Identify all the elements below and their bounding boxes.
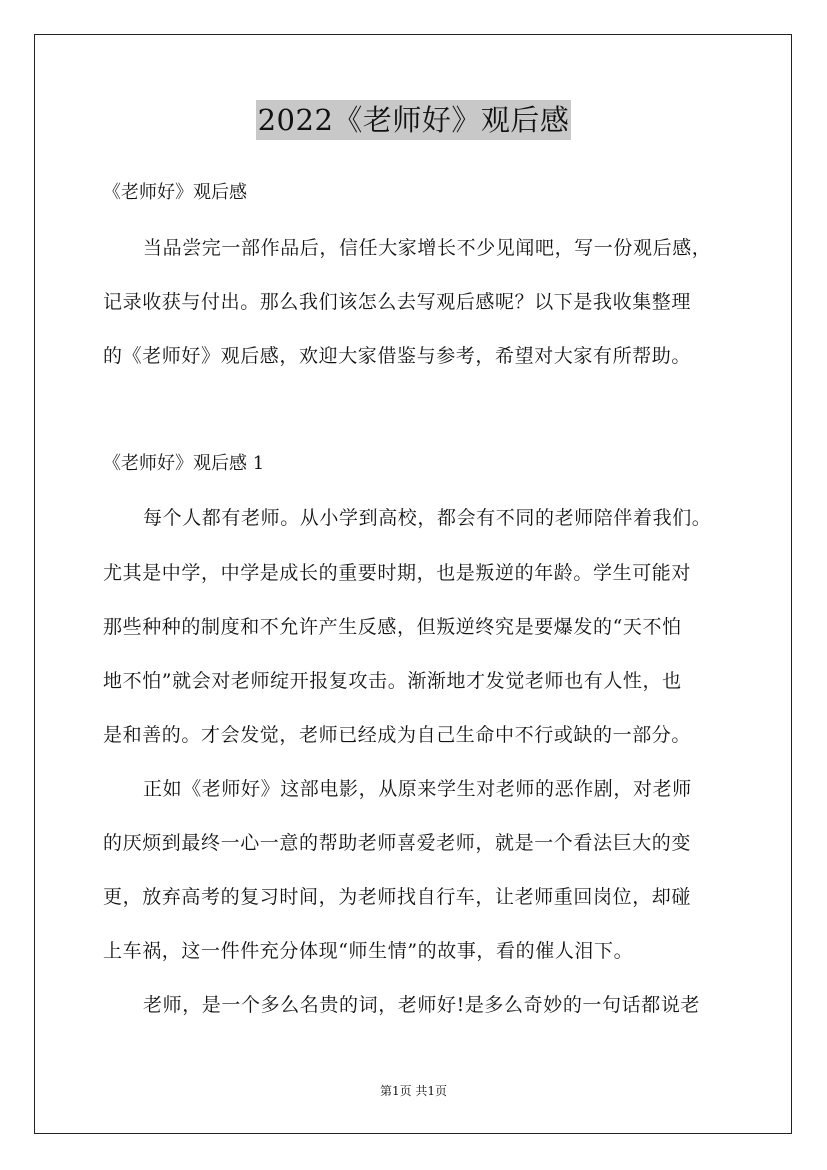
intro-line: 的《老师好》观后感，欢迎大家借鉴与参考，希望对大家有所帮助。 xyxy=(103,345,692,367)
title-container xyxy=(0,100,827,140)
intro-line: 记录收获与付出。那么我们该怎么去写观后感呢？以下是我收集整理 xyxy=(103,291,692,313)
section1-line: 更，放弃高考的复习时间，为老师找自行车，让老师重回岗位，却碰 xyxy=(103,886,692,908)
section1-line: 正如《老师好》这部电影，从原来学生对老师的恶作剧，对老师 xyxy=(143,778,692,800)
section1-line: 老师，是一个多么名贵的词，老师好!是多么奇妙的一句话都说老 xyxy=(143,994,701,1016)
section1-line: 上车祸，这一件件充分体现“师生情”的故事，看的催人泪下。 xyxy=(103,940,634,962)
intro-heading: 《老师好》观后感 xyxy=(103,182,247,203)
section1-line: 地不怕”就会对老师绽开报复攻击。渐渐地才发觉老师也有人性，也 xyxy=(103,670,682,692)
section1-line: 每个人都有老师。从小学到高校，都会有不同的老师陪伴着我们。 xyxy=(143,507,712,529)
section1-line: 是和善的。才会发觉，老师已经成为自己生命中不行或缺的一部分。 xyxy=(103,724,692,746)
intro-line: 当品尝完一部作品后，信任大家增长不少见闻吧，写一份观后感， xyxy=(143,237,712,259)
page-footer: 第1页 共1页 xyxy=(379,1084,448,1098)
document-title: 2022《老师好》观后感 xyxy=(256,100,572,140)
section1-line: 的厌烦到最终一心一意的帮助老师喜爱老师，就是一个看法巨大的变 xyxy=(103,832,692,854)
section1-line: 尤其是中学，中学是成长的重要时期，也是叛逆的年龄。学生可能对 xyxy=(103,562,692,584)
section1-heading: 《老师好》观后感 1 xyxy=(103,453,265,474)
section1-line: 那些种种的制度和不允许产生反感，但叛逆终究是要爆发的“天不怕 xyxy=(103,616,682,638)
